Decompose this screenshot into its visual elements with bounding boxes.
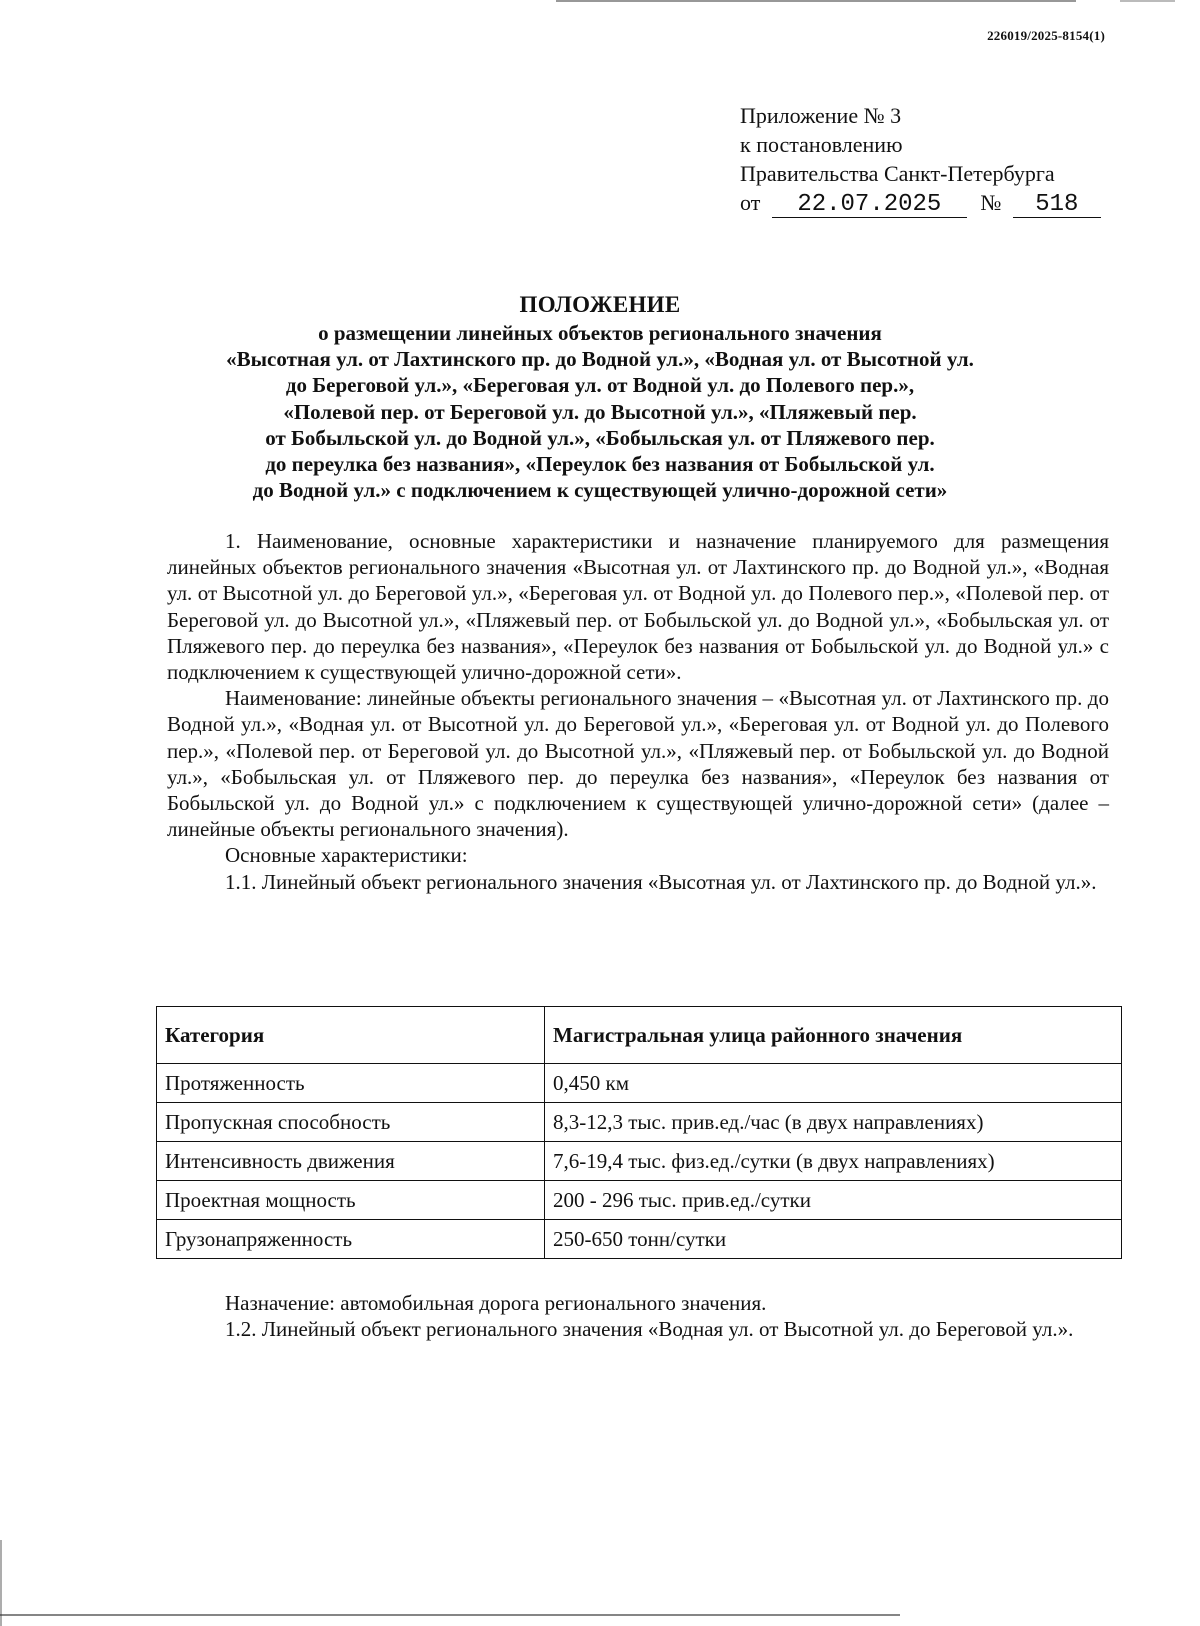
annex-date-line xyxy=(740,188,1101,218)
decree-date: 22.07.2025 xyxy=(772,193,967,218)
number-prefix: № xyxy=(980,190,1002,215)
scan-artifact-bottom xyxy=(0,1614,900,1616)
decree-number: 518 xyxy=(1013,193,1101,218)
table-cell-label: Интенсивность движения xyxy=(157,1142,545,1181)
subtitle-line: о размещении линейных объектов регионального значения xyxy=(318,321,882,345)
table-cell-label: Протяженность xyxy=(157,1064,545,1103)
annex-block xyxy=(740,101,1101,218)
paragraph-1-1: 1.1. Линейный объект регионального значения «Высотная ул. от Лахтинского пр. до Водной ул.». xyxy=(225,869,1097,894)
subtitle-line: «Полевой пер. от Береговой ул. до Высотной ул.», «Пляжевый пер. xyxy=(283,399,917,424)
paragraph-characteristics: Основные характеристики: xyxy=(225,843,468,868)
table-cell-label: Проектная мощность xyxy=(157,1181,545,1220)
table-header-cell: Категория xyxy=(157,1007,545,1064)
body-text xyxy=(167,528,1109,895)
paragraph-1-2: 1.2. Линейный объект регионального значения «Водная ул. от Высотной ул. до Береговой ул.». xyxy=(225,1317,1074,1342)
table-row xyxy=(157,1064,1122,1103)
document-subtitle xyxy=(0,320,1200,503)
table-cell-value: 8,3-12,3 тыс. прив.ед./час (в двух направлениях) xyxy=(545,1103,1122,1142)
table-row xyxy=(157,1142,1122,1181)
title-block xyxy=(0,290,1200,503)
after-table-text xyxy=(167,1290,1109,1342)
annex-line-2: к постановлению xyxy=(740,132,903,157)
subtitle-line: до переулка без названия», «Переулок без названия от Бобыльской ул. xyxy=(265,452,935,477)
scan-artifact-top xyxy=(556,0,1076,2)
table-cell-value: 7,6-19,4 тыс. физ.ед./сутки (в двух направлениях) xyxy=(545,1142,1122,1181)
paragraph-1: 1. Наименование, основные характеристики и назначение планируемого для размещения линейных объектов регионального значения «Высотная ул. от Лахтинского пр. до Водной ул.», «Водная ул. от Высотной ул. до Береговой ул.», «Береговая ул. от Водной ул. до Полевого пер.», «Полевой пер. от Береговой ул. до Высотной ул.», «Пляжевый пер. от Бобыльской ул. до Водной ул.», «Бобыльская ул. от Пляжевого пер. до переулка без названия», «Переулок без названия от Бобыльской ул. до Водной ул.» с подключением к существующей улично-дорожной сети». xyxy=(167,529,1109,685)
scan-artifact-top-right xyxy=(1120,0,1175,2)
paragraph-name: Наименование: линейные объекты регионального значения – «Высотная ул. от Лахтинского пр. до Водной ул.», «Водная ул. от Высотной ул. до Береговой ул.», «Береговая ул. от Водной ул. до Полевого пер.», «Полевой пер. от Береговой ул. до Высотной ул.», «Пляжевый пер. от Бобыльской ул. до Водной ул.», «Бобыльская ул. от Пляжевого пер. до переулка без названия», «Переулок без названия от Бобыльской ул. до Водной ул.» с подключением к существующей улично-дорожной сети» (далее – линейные объекты регионального значения). xyxy=(167,686,1109,842)
table-cell-label: Пропускная способность xyxy=(157,1103,545,1142)
table-cell-value: 0,450 км xyxy=(545,1064,1122,1103)
annex-line-1: Приложение № 3 xyxy=(740,103,902,128)
table-row xyxy=(157,1103,1122,1142)
document-title: ПОЛОЖЕНИЕ xyxy=(519,292,681,317)
table-cell-value: 250-650 тонн/сутки xyxy=(545,1220,1122,1259)
annex-line-3: Правительства Санкт-Петербурга xyxy=(740,161,1055,186)
table-cell-value: 200 - 296 тыс. прив.ед./сутки xyxy=(545,1181,1122,1220)
document-id: 226019/2025-8154(1) xyxy=(987,28,1105,43)
scan-artifact-left-edge xyxy=(0,1540,2,1626)
subtitle-line: до Водной ул.» с подключением к существующей улично-дорожной сети» xyxy=(252,478,948,503)
subtitle-line: до Береговой ул.», «Береговая ул. от Водной ул. до Полевого пер.», xyxy=(285,373,915,398)
table-header-cell: Магистральная улица районного значения xyxy=(545,1007,1122,1064)
date-prefix: от xyxy=(740,190,761,215)
subtitle-line: от Бобыльской ул. до Водной ул.», «Бобыльская ул. от Пляжевого пер. xyxy=(265,425,935,450)
table-row xyxy=(157,1220,1122,1259)
paragraph-purpose: Назначение: автомобильная дорога регионального значения. xyxy=(225,1291,767,1315)
table-header-row xyxy=(157,1007,1122,1064)
characteristics-table xyxy=(156,1006,1122,1259)
subtitle-line: «Высотная ул. от Лахтинского пр. до Водной ул.», «Водная ул. от Высотной ул. xyxy=(226,347,974,372)
table-cell-label: Грузонапряженность xyxy=(157,1220,545,1259)
table-row xyxy=(157,1181,1122,1220)
